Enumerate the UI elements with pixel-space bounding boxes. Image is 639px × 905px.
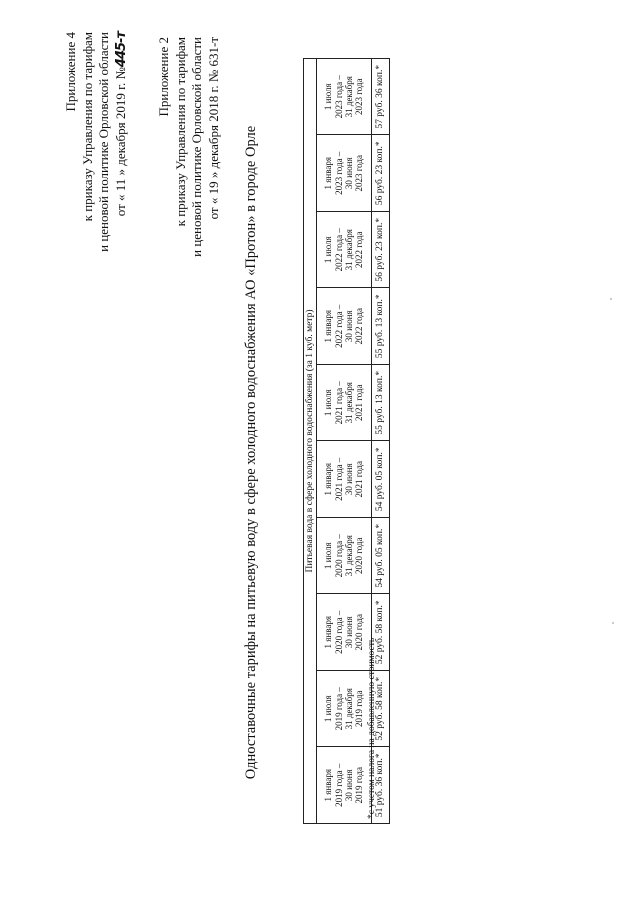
period-cell-line: 1 июля	[323, 695, 334, 723]
tariff-value-cell: 54 руб. 05 коп.*	[372, 441, 390, 518]
period-cell-line: 31 декабря	[344, 535, 354, 577]
period-cell-line: 2020 года –	[333, 610, 344, 654]
appendix-2-line: от « 19 » декабря 2018 г. № 631-т	[205, 37, 221, 220]
tariff-value-cell: 55 руб. 13 коп.*	[372, 288, 390, 365]
table-header: Питьевая вода в сфере холодного водоснабжения (за 1 куб. метр)	[304, 135, 317, 747]
period-cell-line: 2023 года	[354, 78, 365, 116]
period-cell	[317, 59, 372, 136]
period-cell-line: 30 июня	[344, 157, 354, 190]
period-cell-line: 1 января	[323, 157, 334, 190]
period-cell-line: 2019 года –	[333, 763, 344, 807]
period-cell-line: 31 декабря	[344, 382, 354, 424]
period-cell-line: 1 января	[323, 769, 334, 802]
period-cell-line: 2021 года	[354, 384, 365, 422]
tariff-value-cell: 52 руб. 58 коп.*	[372, 594, 390, 671]
period-cell	[317, 671, 372, 748]
period-cell-line: 2020 года	[354, 537, 365, 575]
appendix-4-line: к приказу Управления по тарифам	[79, 32, 95, 222]
period-cell-line: 2019 года	[354, 690, 365, 728]
tariff-value-cell: 52 руб. 58 коп.*	[372, 671, 390, 748]
tariff-value-cell: 56 руб. 23 коп.*	[372, 212, 390, 289]
period-cell-line: 1 июля	[323, 83, 334, 111]
period-cell	[317, 212, 372, 289]
period-cell-line: 1 января	[323, 310, 334, 343]
period-cell-line: 1 января	[323, 616, 334, 649]
period-cell-line: 2023 года –	[333, 151, 344, 195]
period-cell-line: 31 декабря	[344, 688, 354, 730]
scan-speck	[610, 298, 612, 300]
period-cell-line: 31 декабря	[344, 76, 354, 118]
period-cell	[317, 288, 372, 365]
period-cell-line: 2023 года –	[333, 75, 344, 119]
period-cell-line: 30 июня	[344, 616, 354, 649]
period-cell-line: 2020 года	[354, 613, 365, 651]
period-cell-line: 1 июля	[323, 389, 334, 417]
appendix-2-line: и ценовой политике Орловской области	[189, 37, 204, 257]
period-cell-line: 30 июня	[344, 310, 354, 343]
period-cell	[317, 135, 372, 212]
period-cell-line: 2021 года –	[333, 457, 344, 501]
period-cell	[317, 594, 372, 671]
periods-row	[317, 59, 372, 824]
appendix-2-block	[156, 37, 222, 257]
period-cell-line: 31 декабря	[344, 229, 354, 271]
appendix-2-line: Приложение 2	[156, 37, 171, 117]
appendix-4-number: 445-т	[113, 32, 129, 68]
tariff-value-cell: 57 руб. 36 коп.*	[372, 59, 390, 136]
period-cell-line: 1 января	[323, 463, 334, 496]
period-cell-line: 2023 года	[354, 154, 365, 192]
footnote: *с учетом налога на добавленную стоимость	[367, 637, 377, 819]
appendix-4-line: и ценовой политике Орловской области	[96, 32, 111, 252]
period-cell-line: 2020 года –	[333, 534, 344, 578]
period-cell-line: 2022 года –	[333, 228, 344, 272]
period-cell-line: 2021 года –	[333, 381, 344, 425]
tariff-value-cell: 55 руб. 13 коп.*	[372, 365, 390, 442]
tariff-value-cell: 56 руб. 23 коп.*	[372, 135, 390, 212]
period-cell-line: 2022 года –	[333, 304, 344, 348]
appendix-4-line: Приложение 4	[63, 32, 78, 112]
tariff-value-cell: 54 руб. 05 коп.*	[372, 518, 390, 595]
appendix-4-block	[63, 32, 130, 252]
period-cell	[317, 365, 372, 442]
period-cell-line: 2022 года	[354, 231, 365, 269]
scan-speck	[612, 622, 614, 624]
period-cell	[317, 747, 372, 824]
period-cell-line: 2021 года	[354, 460, 365, 498]
period-cell-line: 1 июля	[323, 236, 334, 264]
period-cell-line: 2022 года	[354, 307, 365, 345]
period-cell	[317, 441, 372, 518]
tariff-value-cell: 51 руб. 36 коп.*	[372, 747, 390, 824]
period-cell-line: 30 июня	[344, 769, 354, 802]
period-cell	[317, 518, 372, 595]
appendix-4-date-line	[113, 32, 131, 252]
appendix-2-line: к приказу Управления по тарифам	[172, 37, 188, 227]
period-cell-line: 2019 года	[354, 766, 365, 804]
period-cell-line: 30 июня	[344, 463, 354, 496]
document-title: Одноставочные тарифы на питьевую воду в сфере холодного водоснабжения АО «Протон» в городе Орле	[243, 125, 259, 780]
period-cell-line: 2019 года –	[333, 687, 344, 731]
appendix-4-date: от « 11 » декабря 2019 г. №	[112, 67, 128, 217]
table-header-row	[304, 59, 317, 824]
period-cell-line: 1 июля	[323, 542, 334, 570]
